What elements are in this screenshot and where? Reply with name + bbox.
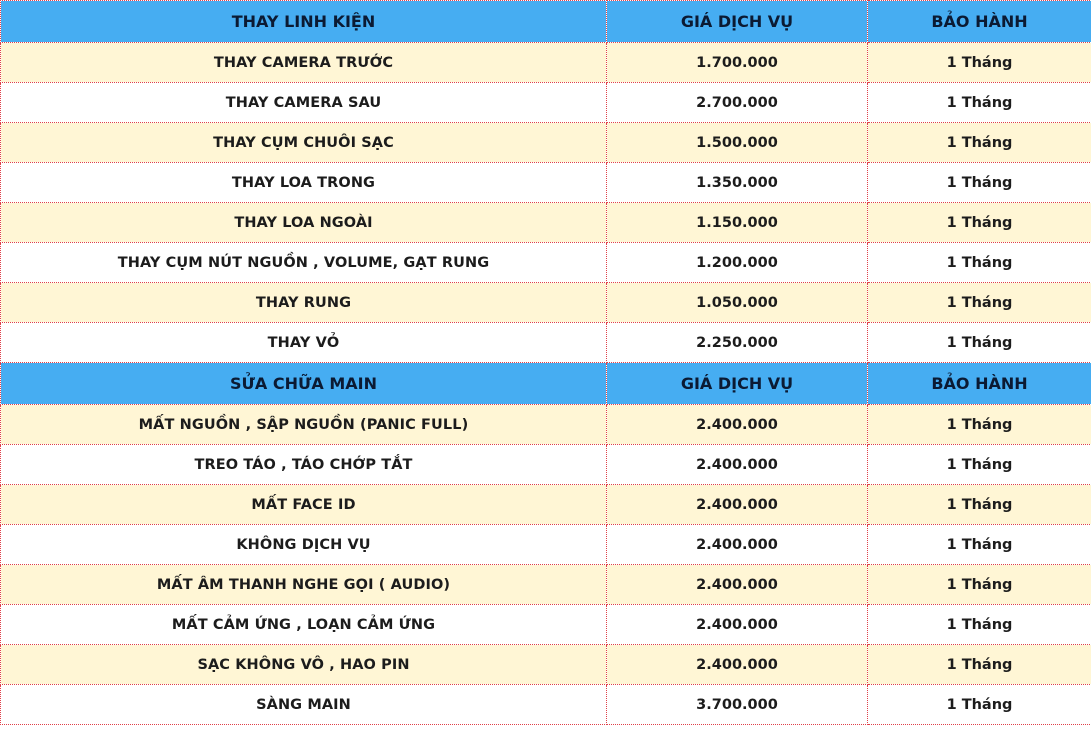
table-row — [1, 405, 1091, 445]
table-row — [1, 485, 1091, 525]
table-row — [1, 685, 1091, 725]
service-price: 2.400.000 — [607, 525, 868, 565]
service-name: MẤT FACE ID — [1, 485, 607, 525]
table-row — [1, 323, 1091, 363]
table-row — [1, 203, 1091, 243]
service-column-header: THAY LINH KIỆN — [1, 1, 607, 43]
table-row — [1, 605, 1091, 645]
price-column-header: GIÁ DỊCH VỤ — [607, 1, 868, 43]
warranty-period: 1 Tháng — [868, 445, 1091, 485]
warranty-period: 1 Tháng — [868, 605, 1091, 645]
table-row — [1, 243, 1091, 283]
warranty-period: 1 Tháng — [868, 405, 1091, 445]
warranty-period: 1 Tháng — [868, 685, 1091, 725]
service-name: MẤT CẢM ỨNG , LOẠN CẢM ỨNG — [1, 605, 607, 645]
service-name: THAY CỤM NÚT NGUỒN , VOLUME, GẠT RUNG — [1, 243, 607, 283]
warranty-period: 1 Tháng — [868, 565, 1091, 605]
table-row — [1, 123, 1091, 163]
price-column-header: GIÁ DỊCH VỤ — [607, 363, 868, 405]
table-row — [1, 43, 1091, 83]
service-name: KHÔNG DỊCH VỤ — [1, 525, 607, 565]
service-name: THAY RUNG — [1, 283, 607, 323]
service-price: 2.250.000 — [607, 323, 868, 363]
service-name: THAY VỎ — [1, 323, 607, 363]
service-price: 1.200.000 — [607, 243, 868, 283]
service-column-header: SỬA CHỮA MAIN — [1, 363, 607, 405]
service-price: 1.700.000 — [607, 43, 868, 83]
service-price: 1.350.000 — [607, 163, 868, 203]
service-name: TREO TÁO , TÁO CHỚP TẮT — [1, 445, 607, 485]
service-name: MẤT ÂM THANH NGHE GỌI ( AUDIO) — [1, 565, 607, 605]
parts-replacement-section — [1, 1, 1091, 363]
table-row — [1, 163, 1091, 203]
section-header-row — [1, 363, 1091, 405]
service-price: 2.400.000 — [607, 445, 868, 485]
service-name: THAY CAMERA TRƯỚC — [1, 43, 607, 83]
service-price: 1.500.000 — [607, 123, 868, 163]
service-price: 1.150.000 — [607, 203, 868, 243]
service-name: THAY CAMERA SAU — [1, 83, 607, 123]
warranty-period: 1 Tháng — [868, 203, 1091, 243]
service-name: THAY LOA TRONG — [1, 163, 607, 203]
table-row — [1, 83, 1091, 123]
table-row — [1, 565, 1091, 605]
mainboard-repair-section — [1, 363, 1091, 725]
warranty-period: 1 Tháng — [868, 323, 1091, 363]
warranty-period: 1 Tháng — [868, 83, 1091, 123]
service-price: 2.700.000 — [607, 83, 868, 123]
warranty-period: 1 Tháng — [868, 43, 1091, 83]
service-price: 2.400.000 — [607, 405, 868, 445]
service-name: SÀNG MAIN — [1, 685, 607, 725]
warranty-period: 1 Tháng — [868, 123, 1091, 163]
service-name: THAY CỤM CHUÔI SẠC — [1, 123, 607, 163]
table-row — [1, 645, 1091, 685]
service-price: 3.700.000 — [607, 685, 868, 725]
table-row — [1, 525, 1091, 565]
service-price: 2.400.000 — [607, 485, 868, 525]
service-price: 2.400.000 — [607, 605, 868, 645]
section-header-row — [1, 1, 1091, 43]
service-name: MẤT NGUỒN , SẬP NGUỒN (PANIC FULL) — [1, 405, 607, 445]
table-row — [1, 445, 1091, 485]
warranty-period: 1 Tháng — [868, 525, 1091, 565]
warranty-period: 1 Tháng — [868, 485, 1091, 525]
warranty-period: 1 Tháng — [868, 645, 1091, 685]
service-price: 2.400.000 — [607, 565, 868, 605]
warranty-column-header: BẢO HÀNH — [868, 1, 1091, 43]
table-row — [1, 283, 1091, 323]
service-price: 1.050.000 — [607, 283, 868, 323]
service-name: THAY LOA NGOÀI — [1, 203, 607, 243]
warranty-period: 1 Tháng — [868, 163, 1091, 203]
warranty-period: 1 Tháng — [868, 243, 1091, 283]
warranty-column-header: BẢO HÀNH — [868, 363, 1091, 405]
service-price: 2.400.000 — [607, 645, 868, 685]
warranty-period: 1 Tháng — [868, 283, 1091, 323]
service-name: SẠC KHÔNG VÔ , HAO PIN — [1, 645, 607, 685]
